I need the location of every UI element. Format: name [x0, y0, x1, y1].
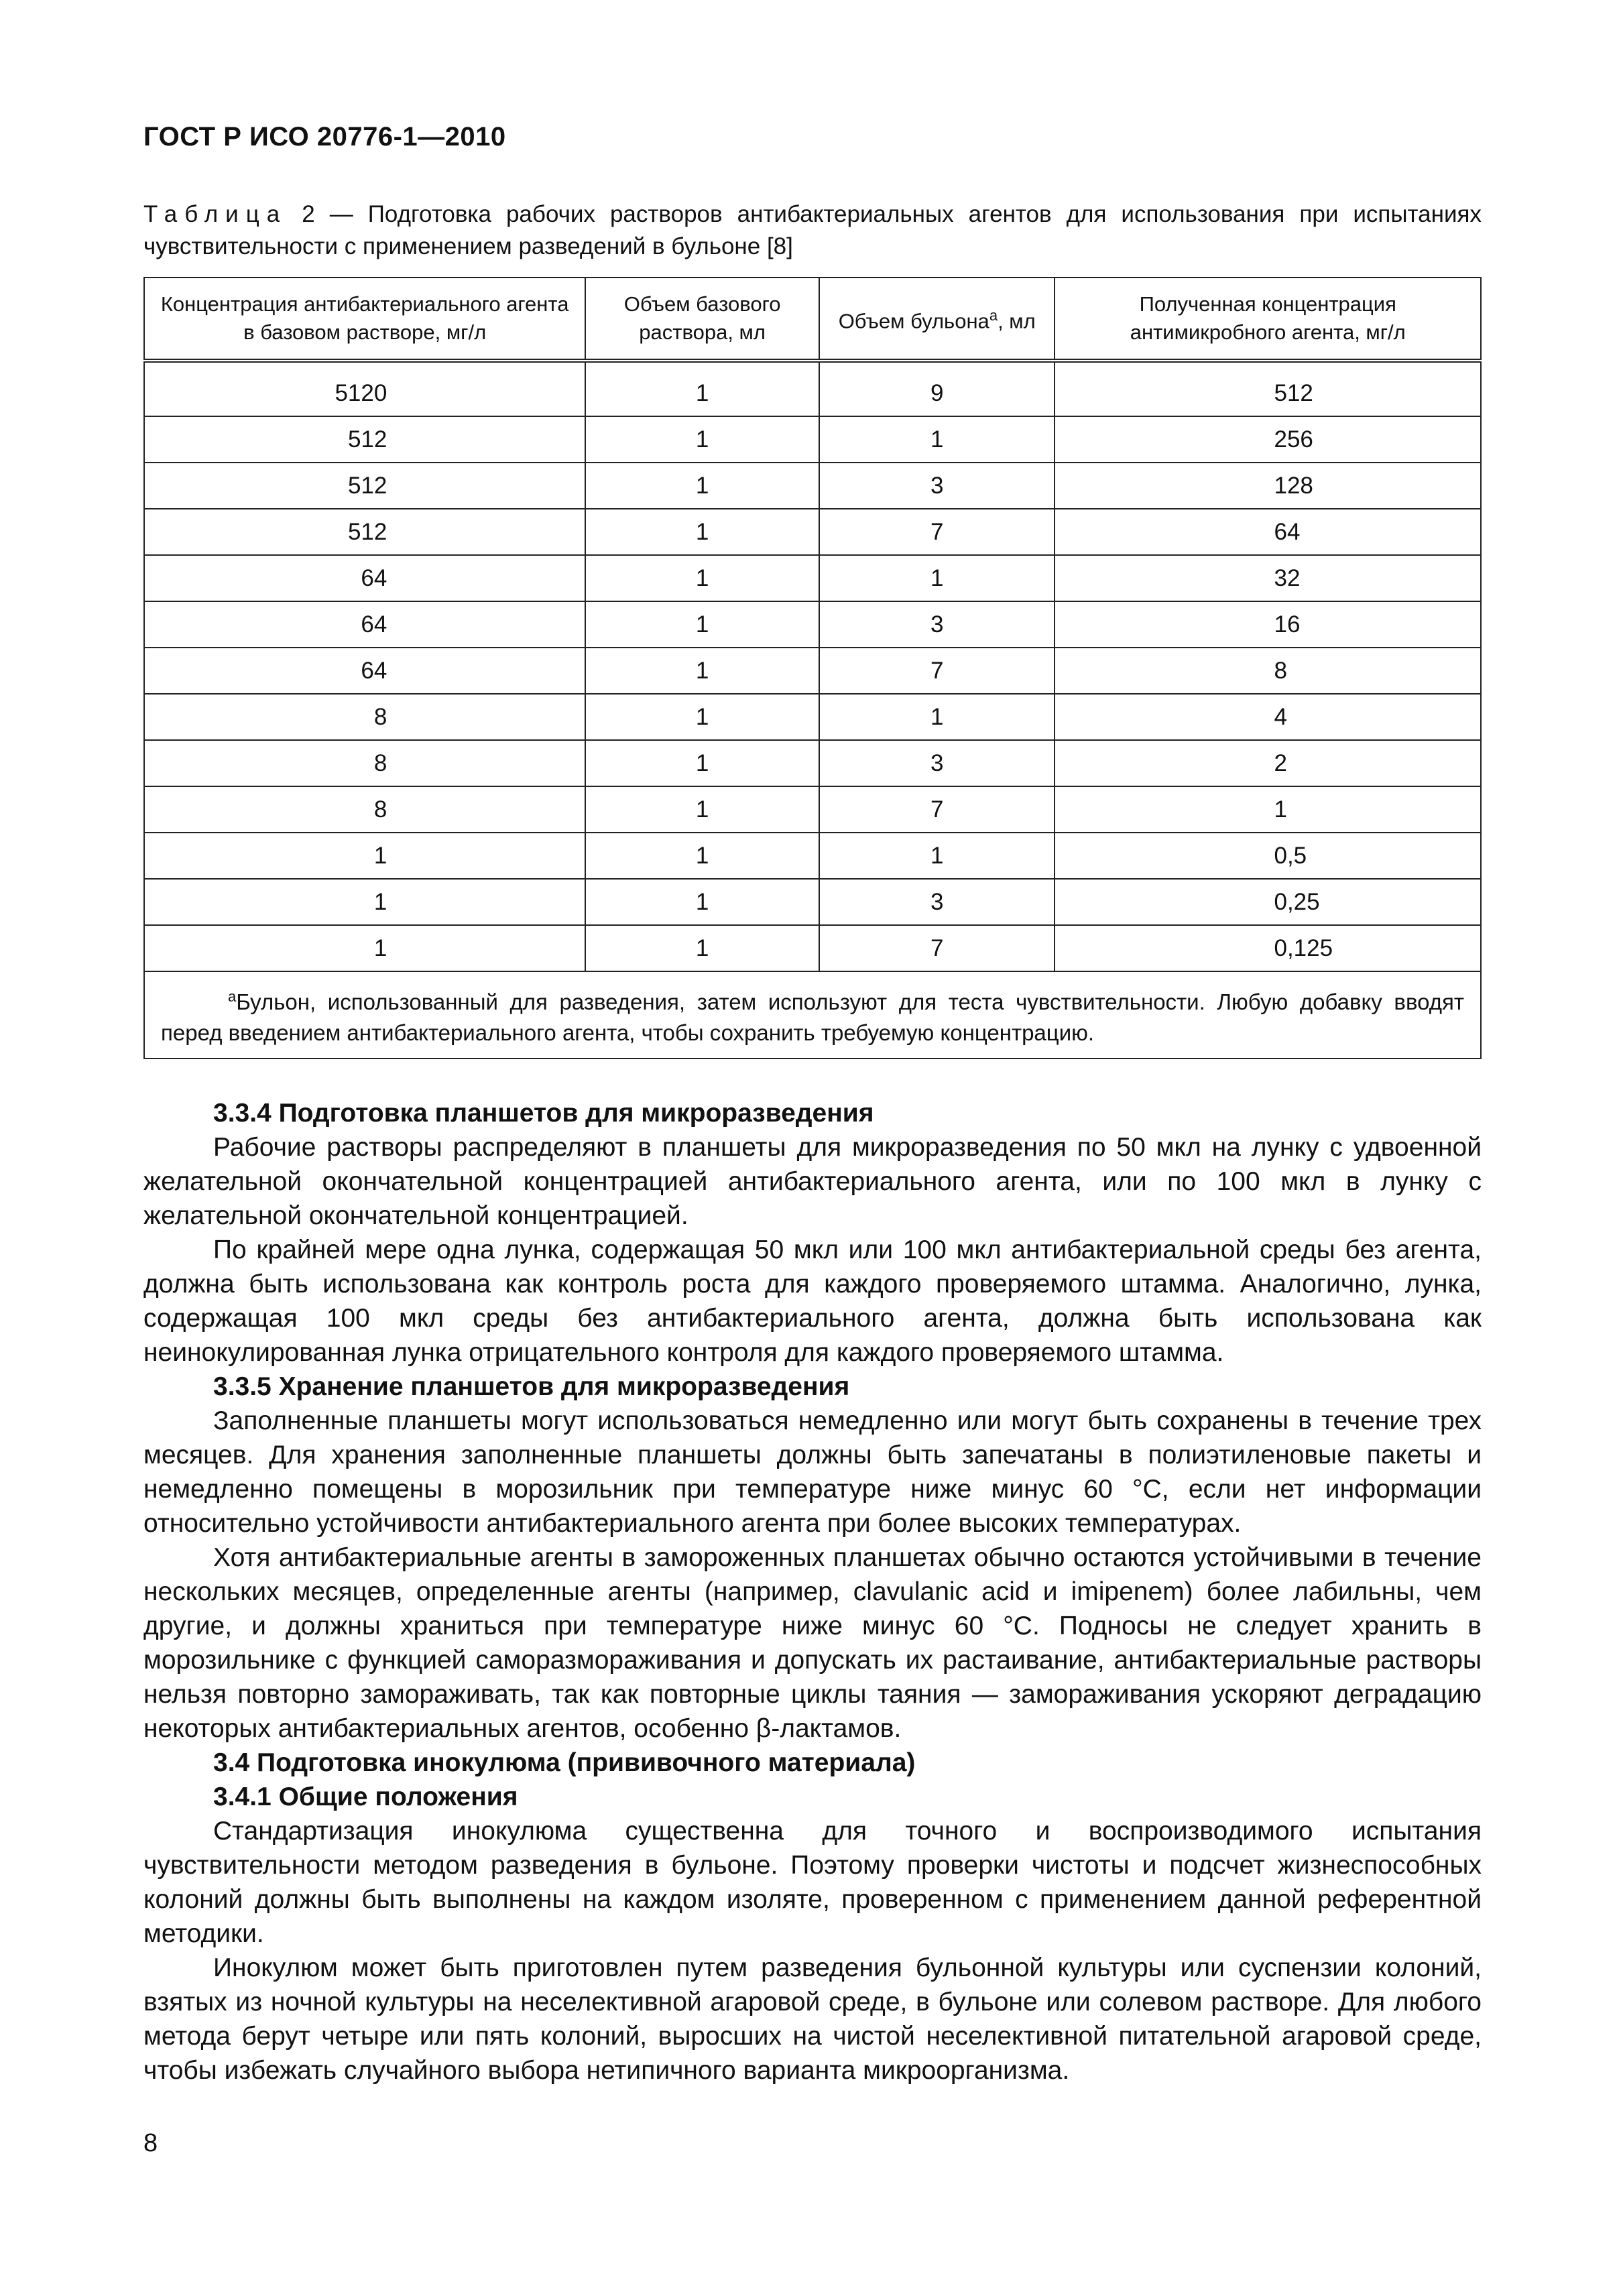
cell-stock-concentration: 64 — [144, 648, 585, 694]
cell-result-concentration: 4 — [1055, 694, 1481, 740]
cell-stock-concentration: 64 — [144, 555, 585, 601]
cell-broth-volume: 7 — [819, 648, 1055, 694]
cell-stock-concentration: 512 — [144, 463, 585, 509]
cell-stock-volume: 1 — [585, 416, 819, 463]
column-header-broth-volume — [819, 278, 1055, 361]
cell-stock-volume: 1 — [585, 555, 819, 601]
section-3-3-4-heading: 3.3.4 Подготовка планшетов для микроразведения — [213, 1099, 874, 1128]
cell-stock-volume: 1 — [585, 361, 819, 416]
table-row — [144, 463, 1481, 509]
table-caption-text: 2 — Подготовка рабочих растворов антибактериальных агентов для использования при испытаниях чувствительности с применением разведений в бульоне [8] — [143, 201, 1482, 259]
table-caption — [143, 198, 1482, 263]
table-row — [144, 555, 1481, 601]
table-row — [144, 833, 1481, 879]
cell-stock-concentration: 8 — [144, 694, 585, 740]
section-3-4-1-heading: 3.4.1 Общие положения — [213, 1783, 518, 1811]
cell-result-concentration: 8 — [1055, 648, 1481, 694]
table-body — [144, 361, 1481, 1059]
cell-result-concentration: 256 — [1055, 416, 1481, 463]
cell-stock-volume: 1 — [585, 648, 819, 694]
section-3-3-5-paragraph-1: Заполненные планшеты могут использоваться немедленно или могут быть сохранены в течение трех месяцев. Для хранения заполненные планшеты должны быть запечатаны в полиэтиленовые пакеты и немедленно помещены в морозильник при температуре ниже минус 60 °С, если нет информации относительно устойчивости антибактериального агента при более высоких температурах. — [143, 1406, 1482, 1538]
table-row — [144, 601, 1481, 648]
column-header-broth-volume-unit: , мл — [998, 309, 1036, 333]
cell-result-concentration: 32 — [1055, 555, 1481, 601]
cell-broth-volume: 9 — [819, 361, 1055, 416]
body-text — [143, 1096, 1482, 2088]
cell-stock-volume: 1 — [585, 601, 819, 648]
cell-stock-volume: 1 — [585, 786, 819, 833]
table-row — [144, 740, 1481, 786]
table-header-row — [144, 278, 1481, 361]
cell-stock-volume: 1 — [585, 925, 819, 971]
cell-stock-concentration: 1 — [144, 833, 585, 879]
cell-stock-concentration: 512 — [144, 416, 585, 463]
cell-broth-volume: 3 — [819, 601, 1055, 648]
cell-stock-volume: 1 — [585, 740, 819, 786]
cell-stock-concentration: 1 — [144, 879, 585, 925]
cell-result-concentration: 2 — [1055, 740, 1481, 786]
table-row — [144, 694, 1481, 740]
cell-result-concentration: 0,5 — [1055, 833, 1481, 879]
cell-broth-volume: 3 — [819, 740, 1055, 786]
section-3-3-5-heading: 3.3.5 Хранение планшетов для микроразведения — [213, 1372, 850, 1401]
cell-result-concentration: 0,25 — [1055, 879, 1481, 925]
section-3-4-1-paragraph-1: Стандартизация инокулюма существенна для точного и воспроизводимого испытания чувствительности методом разведения в бульоне. Поэтому проверки чистоты и подсчет жизнеспособных колоний должны быть выполнены на каждом изоляте, проверенном с применением данной референтной методики. — [143, 1817, 1482, 1948]
table-row — [144, 925, 1481, 971]
table-row — [144, 361, 1481, 416]
table-row — [144, 416, 1481, 463]
footnote-mark: a — [228, 988, 237, 1005]
footnote-mark-superscript: a — [989, 306, 998, 324]
cell-stock-volume: 1 — [585, 509, 819, 555]
cell-broth-volume: 7 — [819, 925, 1055, 971]
cell-result-concentration: 1 — [1055, 786, 1481, 833]
cell-broth-volume: 3 — [819, 879, 1055, 925]
cell-stock-concentration: 64 — [144, 601, 585, 648]
column-header-result-concentration: Полученная концентрация антимикробного агента, мг/л — [1055, 278, 1481, 361]
table-footnote — [144, 971, 1481, 1059]
cell-stock-volume: 1 — [585, 694, 819, 740]
cell-broth-volume: 3 — [819, 463, 1055, 509]
cell-result-concentration: 16 — [1055, 601, 1481, 648]
section-3-4-heading: 3.4 Подготовка инокулюма (прививочного материала) — [213, 1748, 916, 1777]
cell-broth-volume: 7 — [819, 509, 1055, 555]
cell-stock-volume: 1 — [585, 463, 819, 509]
cell-stock-concentration: 8 — [144, 786, 585, 833]
cell-stock-concentration: 1 — [144, 925, 585, 971]
column-header-stock-concentration: Концентрация антибактериального агента в базовом растворе, мг/л — [144, 278, 585, 361]
cell-broth-volume: 1 — [819, 416, 1055, 463]
table-footnote-row — [144, 971, 1481, 1059]
section-3-4-1-paragraph-2: Инокулюм может быть приготовлен путем разведения бульонной культуры или суспензии колоний, взятых из ночной культуры на неселективной агаровой среде, в бульоне или солевом растворе. Для любого метода берут четыре или пять колоний, выросших на чистой неселективной питательной агаровой среде, чтобы избежать случайного выбора нетипичного варианта микроорганизма. — [143, 1953, 1482, 2085]
cell-broth-volume: 1 — [819, 694, 1055, 740]
cell-broth-volume: 1 — [819, 555, 1055, 601]
section-3-3-4-paragraph-2: По крайней мере одна лунка, содержащая 50 мкл или 100 мкл антибактериальной среды без агента, должна быть использована как контроль роста для каждого проверяемого штамма. Аналогично, лунка, содержащая 100 мкл среды без антибактериального агента, должна быть использована как неинокулированная лунка отрицательного контроля для каждого проверяемого штамма. — [143, 1235, 1482, 1367]
cell-stock-concentration: 512 — [144, 509, 585, 555]
table-row — [144, 509, 1481, 555]
section-3-3-4-paragraph-1: Рабочие растворы распределяют в планшеты для микроразведения по 50 мкл на лунку с удвоенной желательной окончательной концентрацией антибактериального агента, или по 100 мкл в лунку с желательной окончательной концентрацией. — [143, 1133, 1482, 1230]
cell-result-concentration: 64 — [1055, 509, 1481, 555]
cell-result-concentration: 512 — [1055, 361, 1481, 416]
column-header-stock-volume: Объем базового раствора, мл — [585, 278, 819, 361]
standard-designation: ГОСТ Р ИСО 20776-1—2010 — [143, 122, 506, 152]
table-row — [144, 648, 1481, 694]
cell-result-concentration: 128 — [1055, 463, 1481, 509]
table-row — [144, 786, 1481, 833]
footnote-text: Бульон, использованный для разведения, затем используют для теста чувствительности. Любую добавку вводят перед введением антибактериального агента, чтобы сохранить требуемую концентрацию. — [161, 989, 1464, 1045]
cell-result-concentration: 0,125 — [1055, 925, 1481, 971]
cell-broth-volume: 7 — [819, 786, 1055, 833]
page-number: 8 — [143, 2129, 158, 2157]
cell-stock-volume: 1 — [585, 879, 819, 925]
cell-stock-concentration: 8 — [144, 740, 585, 786]
table-caption-label: Таблица — [143, 201, 288, 227]
section-3-3-5-paragraph-2: Хотя антибактериальные агенты в замороженных планшетах обычно остаются устойчивыми в течение нескольких месяцев, определенные агенты (например, clavulanic acid и imipenem) более лабильны, чем другие, и должны храниться при температуре ниже минус 60 °С. Подносы не следует хранить в морозильнике с функцией саморазмораживания и допускать их растаивание, антибактериальные растворы нельзя повторно замораживать, так как повторные циклы таяния — замораживания ускоряют деградацию некоторых антибактериальных агентов, особенно β-лактамов. — [143, 1543, 1482, 1743]
cell-broth-volume: 1 — [819, 833, 1055, 879]
cell-stock-concentration: 5120 — [144, 361, 585, 416]
column-header-broth-volume-label: Объем бульона — [838, 309, 989, 333]
table-row — [144, 879, 1481, 925]
dilution-table — [143, 277, 1482, 1059]
cell-stock-volume: 1 — [585, 833, 819, 879]
